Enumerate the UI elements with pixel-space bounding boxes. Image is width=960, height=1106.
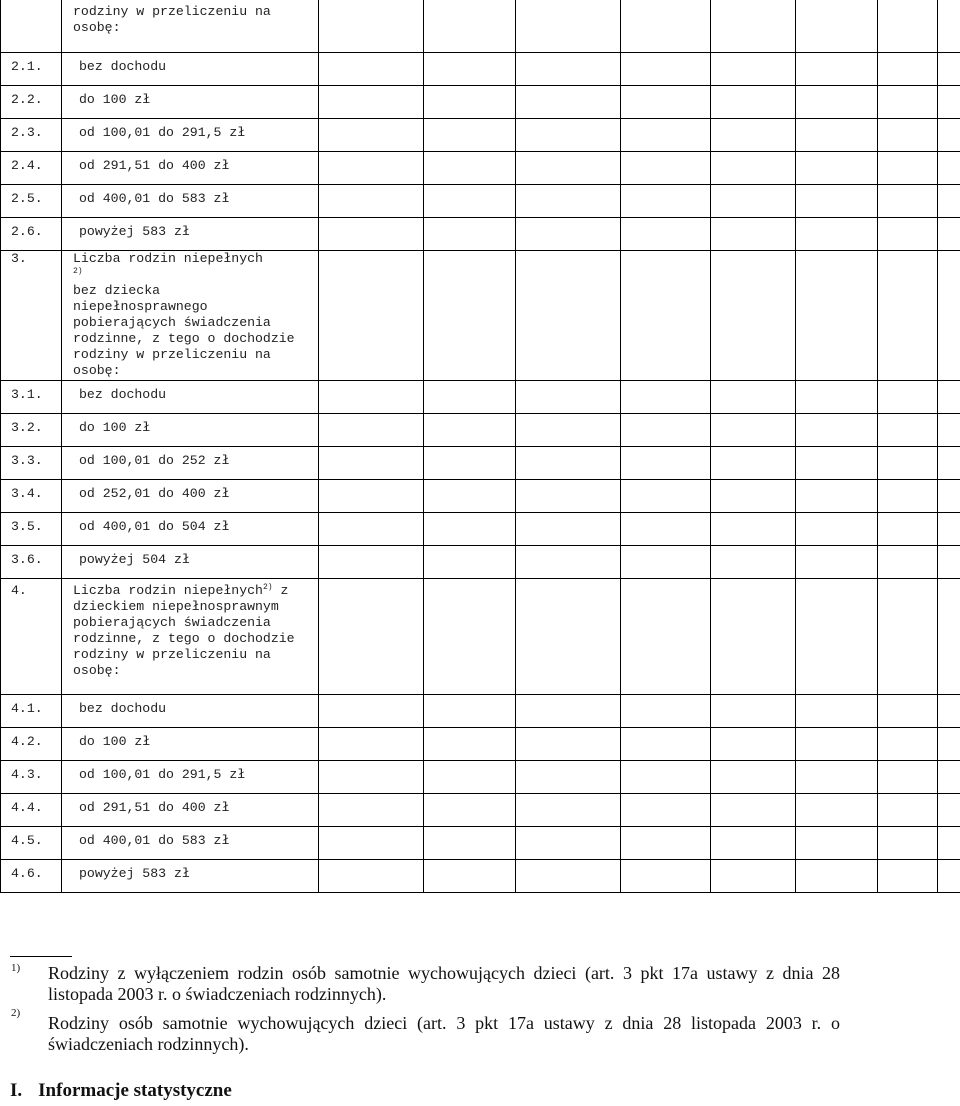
column-line (0, 118, 1, 151)
column-line (318, 479, 319, 512)
column-line (61, 826, 62, 859)
column-line (877, 217, 878, 250)
column-line (710, 512, 711, 545)
row-line (0, 859, 960, 860)
column-line (0, 184, 1, 217)
column-line (515, 0, 516, 52)
column-line (0, 578, 1, 694)
column-line (0, 479, 1, 512)
column-line (795, 250, 796, 380)
column-line (937, 380, 938, 413)
section-4-label-line: dzieckiem niepełnosprawnym (73, 599, 279, 614)
column-line (515, 727, 516, 760)
column-line (318, 184, 319, 217)
column-line (877, 446, 878, 479)
column-line (423, 512, 424, 545)
column-line (877, 250, 878, 380)
column-line (318, 446, 319, 479)
row-line (0, 694, 960, 695)
column-line (795, 151, 796, 184)
column-line (877, 694, 878, 727)
column-line (877, 727, 878, 760)
column-line (318, 826, 319, 859)
column-line (515, 250, 516, 380)
column-line (423, 859, 424, 892)
row-line (0, 578, 960, 579)
row-number: 3.3. (11, 453, 43, 468)
row-number: 3.4. (11, 486, 43, 501)
column-line (710, 479, 711, 512)
column-line (937, 0, 938, 52)
row-line (0, 826, 960, 827)
section-4-label-first: Liczba rodzin niepełnych (73, 583, 263, 598)
footnote-ref: 2) (73, 267, 83, 276)
column-line (61, 545, 62, 578)
column-line (61, 151, 62, 184)
column-line (61, 512, 62, 545)
column-line (937, 479, 938, 512)
column-line (515, 85, 516, 118)
column-line (710, 760, 711, 793)
column-line (0, 250, 1, 380)
row-number: 4.6. (11, 866, 43, 881)
column-line (877, 512, 878, 545)
column-line (877, 184, 878, 217)
column-line (61, 578, 62, 694)
column-line (515, 859, 516, 892)
column-line (620, 217, 621, 250)
column-line (423, 52, 424, 85)
column-line (318, 578, 319, 694)
column-line (937, 727, 938, 760)
column-line (795, 793, 796, 826)
column-line (423, 578, 424, 694)
column-line (795, 694, 796, 727)
column-line (877, 0, 878, 52)
section-3-label-line: osobę: (73, 363, 121, 378)
row-number: 3.6. (11, 552, 43, 567)
column-line (318, 250, 319, 380)
section-4-label-line (73, 583, 295, 599)
section-4-label-line: rodziny w przeliczeniu na (73, 647, 271, 662)
column-line (61, 446, 62, 479)
column-line (795, 760, 796, 793)
column-line (937, 545, 938, 578)
column-line (620, 727, 621, 760)
section-3-label-line: pobierających świadczenia (73, 315, 271, 330)
column-line (515, 52, 516, 85)
column-line (620, 118, 621, 151)
section-3-label-line: Liczba rodzin niepełnych (73, 251, 263, 266)
column-line (515, 694, 516, 727)
row-line (0, 413, 960, 414)
column-line (937, 826, 938, 859)
row-line (0, 380, 960, 381)
column-line (795, 578, 796, 694)
row-line (0, 760, 960, 761)
row-label: powyżej 583 zł (79, 866, 190, 881)
column-line (620, 0, 621, 52)
column-line (61, 250, 62, 380)
column-line (423, 380, 424, 413)
row-number: 4.3. (11, 767, 43, 782)
row-label: bez dochodu (79, 59, 167, 74)
row-line (0, 217, 960, 218)
column-line (877, 826, 878, 859)
column-line (620, 184, 621, 217)
footnote-ref: 2) (262, 583, 273, 592)
column-line (877, 85, 878, 118)
column-line (795, 512, 796, 545)
column-line (0, 826, 1, 859)
column-line (423, 446, 424, 479)
column-line (620, 85, 621, 118)
column-line (795, 413, 796, 446)
column-line (620, 250, 621, 380)
row-line (0, 727, 960, 728)
row-label: bez dochodu (79, 387, 167, 402)
column-line (318, 545, 319, 578)
column-line (61, 479, 62, 512)
column-line (423, 250, 424, 380)
column-line (620, 380, 621, 413)
row-label: od 400,01 do 583 zł (79, 833, 230, 848)
column-line (0, 760, 1, 793)
column-line (710, 151, 711, 184)
column-line (620, 578, 621, 694)
column-line (877, 479, 878, 512)
row-line (0, 446, 960, 447)
column-line (937, 578, 938, 694)
column-line (620, 760, 621, 793)
column-line (877, 52, 878, 85)
row-line (0, 479, 960, 480)
footnote-1-text: Rodziny z wyłączeniem rodzin osób samotnie wychowujących dzieci (art. 3 pkt 17a ustawy z dnia 28 listopada 2003 r. o świadczeniach rodzinnych). (48, 963, 840, 1004)
continuation-line: osobę: (73, 20, 121, 35)
section-3-label-line: bez dziecka (73, 283, 161, 298)
section-3-label (73, 251, 295, 379)
column-line (318, 793, 319, 826)
column-line (795, 479, 796, 512)
column-line (710, 793, 711, 826)
row-line (0, 118, 960, 119)
continuation-line: rodziny w przeliczeniu na (73, 4, 271, 19)
row-label: od 400,01 do 504 zł (79, 519, 230, 534)
row-number: 2.2. (11, 92, 43, 107)
row-line (0, 512, 960, 513)
column-line (795, 826, 796, 859)
row-label: od 100,01 do 291,5 zł (79, 767, 246, 782)
column-line (620, 826, 621, 859)
column-line (318, 217, 319, 250)
column-line (61, 793, 62, 826)
column-line (0, 413, 1, 446)
column-line (423, 0, 424, 52)
column-line (0, 859, 1, 892)
column-line (620, 479, 621, 512)
row-label: do 100 zł (79, 92, 151, 107)
section-4-label-tail: z (272, 583, 289, 598)
row-line (0, 545, 960, 546)
column-line (515, 479, 516, 512)
column-line (318, 727, 319, 760)
column-line (61, 217, 62, 250)
column-line (423, 793, 424, 826)
column-line (0, 727, 1, 760)
column-line (318, 760, 319, 793)
column-line (515, 118, 516, 151)
column-line (937, 151, 938, 184)
column-line (937, 52, 938, 85)
column-line (0, 545, 1, 578)
section-3-label-line: niepełnosprawnego (73, 299, 208, 314)
column-line (318, 413, 319, 446)
row-number: 3.1. (11, 387, 43, 402)
column-line (795, 184, 796, 217)
column-line (318, 859, 319, 892)
column-line (710, 184, 711, 217)
column-line (515, 446, 516, 479)
column-line (877, 793, 878, 826)
section-4-label-line: osobę: (73, 663, 121, 678)
row-line (0, 793, 960, 794)
row-number: 2.6. (11, 224, 43, 239)
column-line (795, 85, 796, 118)
column-line (423, 413, 424, 446)
column-line (877, 859, 878, 892)
column-line (61, 85, 62, 118)
column-line (0, 512, 1, 545)
column-line (423, 479, 424, 512)
row-number: 4.5. (11, 833, 43, 848)
section-4-number: 4. (11, 583, 27, 598)
row-line (0, 151, 960, 152)
row-line (0, 892, 960, 893)
column-line (937, 250, 938, 380)
column-line (515, 217, 516, 250)
row-label: od 252,01 do 400 zł (79, 486, 230, 501)
column-line (937, 760, 938, 793)
column-line (620, 52, 621, 85)
row-label: od 291,51 do 400 zł (79, 158, 230, 173)
column-line (0, 85, 1, 118)
column-line (620, 694, 621, 727)
section-heading-number: I. (10, 1080, 23, 1101)
column-line (877, 578, 878, 694)
footnote-2-mark: 2) (11, 1007, 21, 1019)
column-line (423, 184, 424, 217)
section-3-number: 3. (11, 251, 27, 266)
column-line (620, 793, 621, 826)
column-line (710, 446, 711, 479)
column-line (937, 85, 938, 118)
column-line (937, 413, 938, 446)
column-line (423, 151, 424, 184)
column-line (61, 727, 62, 760)
column-line (61, 859, 62, 892)
column-line (710, 52, 711, 85)
column-line (795, 727, 796, 760)
column-line (877, 151, 878, 184)
column-line (0, 380, 1, 413)
footnote-1-mark: 1) (11, 962, 21, 974)
column-line (0, 793, 1, 826)
column-line (0, 52, 1, 85)
row-label: do 100 zł (79, 420, 151, 435)
row-label: do 100 zł (79, 734, 151, 749)
column-line (318, 151, 319, 184)
section-3-label-line: rodzinne, z tego o dochodzie (73, 331, 295, 346)
column-line (0, 217, 1, 250)
column-line (937, 512, 938, 545)
footnote-2-text: Rodziny osób samotnie wychowujących dzieci (art. 3 pkt 17a ustawy z dnia 28 listopada 2003 r. o świadczeniach rodzinnych). (48, 1013, 840, 1054)
column-line (620, 512, 621, 545)
row-number: 3.5. (11, 519, 43, 534)
section-3-label-line: rodziny w przeliczeniu na (73, 347, 271, 362)
column-line (423, 760, 424, 793)
column-line (877, 118, 878, 151)
row-label: powyżej 583 zł (79, 224, 190, 239)
column-line (515, 151, 516, 184)
column-line (0, 694, 1, 727)
column-line (0, 446, 1, 479)
section-heading (10, 1080, 232, 1102)
column-line (710, 545, 711, 578)
column-line (710, 578, 711, 694)
column-line (61, 413, 62, 446)
column-line (795, 217, 796, 250)
column-line (877, 545, 878, 578)
section-4-label (73, 583, 295, 679)
column-line (515, 545, 516, 578)
column-line (515, 380, 516, 413)
column-line (515, 760, 516, 793)
row-number: 2.3. (11, 125, 43, 140)
row-number: 4.1. (11, 701, 43, 716)
row-label: od 100,01 do 291,5 zł (79, 125, 246, 140)
column-line (423, 545, 424, 578)
column-line (710, 826, 711, 859)
column-line (515, 578, 516, 694)
column-line (515, 184, 516, 217)
column-line (795, 859, 796, 892)
column-line (877, 413, 878, 446)
column-line (937, 859, 938, 892)
column-line (318, 85, 319, 118)
column-line (710, 859, 711, 892)
column-line (710, 217, 711, 250)
column-line (61, 118, 62, 151)
column-line (710, 0, 711, 52)
column-line (795, 0, 796, 52)
section-4-label-line: pobierających świadczenia (73, 615, 271, 630)
column-line (423, 694, 424, 727)
column-line (515, 826, 516, 859)
column-line (515, 512, 516, 545)
column-line (710, 380, 711, 413)
footnote-separator (10, 956, 72, 957)
column-line (937, 793, 938, 826)
column-line (937, 217, 938, 250)
column-line (423, 826, 424, 859)
row-label: powyżej 504 zł (79, 552, 190, 567)
row-number: 2.5. (11, 191, 43, 206)
column-line (620, 151, 621, 184)
column-line (318, 52, 319, 85)
row-number: 4.2. (11, 734, 43, 749)
column-line (61, 694, 62, 727)
column-line (620, 446, 621, 479)
column-line (795, 380, 796, 413)
row-label: od 100,01 do 252 zł (79, 453, 230, 468)
section-heading-title: Informacje statystyczne (38, 1080, 232, 1101)
column-line (61, 380, 62, 413)
column-line (318, 694, 319, 727)
row-number: 4.4. (11, 800, 43, 815)
column-line (423, 118, 424, 151)
column-line (710, 85, 711, 118)
row-number: 2.4. (11, 158, 43, 173)
section-4-label-line: rodzinne, z tego o dochodzie (73, 631, 295, 646)
column-line (795, 446, 796, 479)
row-label: od 400,01 do 583 zł (79, 191, 230, 206)
column-line (61, 0, 62, 52)
column-line (937, 118, 938, 151)
column-line (937, 446, 938, 479)
column-line (795, 545, 796, 578)
column-line (515, 413, 516, 446)
column-line (937, 184, 938, 217)
column-line (795, 118, 796, 151)
row-line (0, 85, 960, 86)
column-line (423, 217, 424, 250)
column-line (318, 0, 319, 52)
column-line (710, 118, 711, 151)
row-label: bez dochodu (79, 701, 167, 716)
column-line (710, 694, 711, 727)
column-line (620, 545, 621, 578)
column-line (620, 413, 621, 446)
row-line (0, 52, 960, 53)
column-line (318, 512, 319, 545)
row-number: 3.2. (11, 420, 43, 435)
column-line (61, 52, 62, 85)
column-line (0, 151, 1, 184)
column-line (795, 52, 796, 85)
column-line (318, 380, 319, 413)
column-line (937, 694, 938, 727)
column-line (877, 380, 878, 413)
column-line (423, 85, 424, 118)
column-line (61, 760, 62, 793)
column-line (710, 250, 711, 380)
row-number: 2.1. (11, 59, 43, 74)
column-line (61, 184, 62, 217)
column-line (0, 0, 1, 52)
row-line (0, 184, 960, 185)
column-line (318, 118, 319, 151)
continuation-label (73, 4, 271, 36)
row-label: od 291,51 do 400 zł (79, 800, 230, 815)
column-line (710, 727, 711, 760)
column-line (423, 727, 424, 760)
column-line (620, 859, 621, 892)
column-line (515, 793, 516, 826)
column-line (710, 413, 711, 446)
column-line (877, 760, 878, 793)
